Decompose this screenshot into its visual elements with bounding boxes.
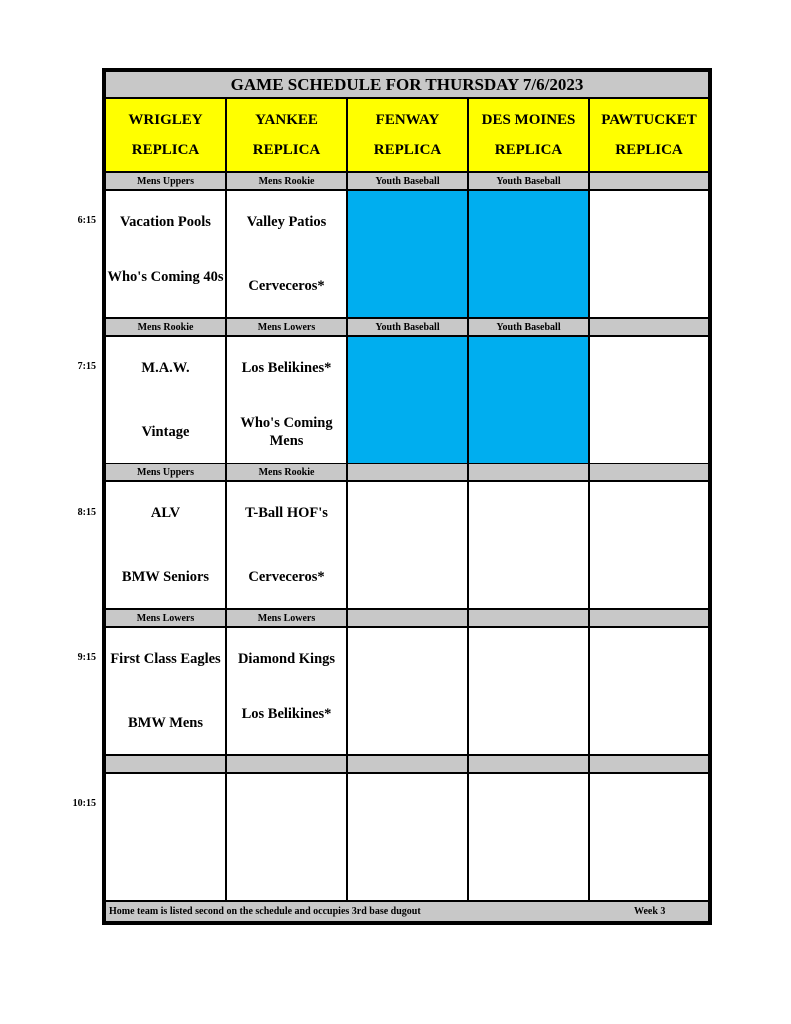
game-cell bbox=[226, 481, 347, 609]
field-subtitle: REPLICA bbox=[131, 141, 200, 158]
field-header-yankee bbox=[226, 98, 347, 172]
game-cell bbox=[589, 627, 709, 755]
game-cell bbox=[105, 627, 226, 755]
game-cell bbox=[468, 481, 589, 609]
youth-baseball-block bbox=[347, 190, 468, 318]
league-label: Mens Rookie bbox=[226, 463, 347, 481]
schedule-table bbox=[102, 68, 712, 925]
game-cell bbox=[589, 773, 709, 901]
field-subtitle: REPLICA bbox=[494, 141, 563, 158]
field-subtitle: REPLICA bbox=[373, 141, 442, 158]
away-team: M.A.W. bbox=[141, 360, 190, 376]
field-name: PAWTUCKET bbox=[601, 111, 697, 128]
field-header-pawtucket bbox=[589, 98, 709, 172]
game-cell bbox=[226, 190, 347, 318]
game-cell bbox=[347, 481, 468, 609]
game-cell bbox=[589, 336, 709, 464]
away-team: Los Belikines* bbox=[241, 360, 332, 376]
home-team: Who's Coming Mens bbox=[240, 415, 333, 449]
home-team: Cerveceros* bbox=[248, 278, 325, 294]
home-team: Cerveceros* bbox=[248, 569, 325, 585]
league-label: Mens Lowers bbox=[105, 609, 226, 627]
youth-baseball-block bbox=[468, 190, 589, 318]
away-team: ALV bbox=[150, 505, 181, 521]
field-name: YANKEE bbox=[255, 111, 318, 128]
league-label: Youth Baseball bbox=[347, 172, 468, 190]
time-label: 9:15 bbox=[77, 652, 96, 663]
league-label: Mens Lowers bbox=[226, 609, 347, 627]
game-cell bbox=[105, 481, 226, 609]
game-cell bbox=[589, 481, 709, 609]
league-label: Mens Lowers bbox=[226, 318, 347, 336]
home-team-note: Home team is listed second on the schedule and occupies 3rd base dugout bbox=[109, 906, 421, 917]
league-label bbox=[589, 172, 709, 190]
game-cell bbox=[105, 773, 226, 901]
league-label bbox=[347, 609, 468, 627]
league-label: Mens Rookie bbox=[105, 318, 226, 336]
away-team: Vacation Pools bbox=[120, 214, 211, 230]
league-label bbox=[347, 755, 468, 773]
game-cell bbox=[105, 336, 226, 464]
home-team: Los Belikines* bbox=[241, 706, 332, 722]
league-label bbox=[589, 318, 709, 336]
away-team: Valley Patios bbox=[246, 214, 327, 230]
schedule-title: GAME SCHEDULE FOR THURSDAY 7/6/2023 bbox=[105, 71, 709, 98]
field-name: FENWAY bbox=[375, 111, 440, 128]
league-label: Youth Baseball bbox=[468, 172, 589, 190]
home-team: BMW Mens bbox=[127, 715, 204, 731]
field-name: DES MOINES bbox=[481, 111, 576, 128]
league-label: Mens Rookie bbox=[226, 172, 347, 190]
time-label: 10:15 bbox=[72, 798, 96, 809]
league-label bbox=[468, 463, 589, 481]
game-cell bbox=[105, 190, 226, 318]
home-team: Vintage bbox=[141, 424, 190, 440]
game-cell bbox=[226, 773, 347, 901]
league-label: Mens Uppers bbox=[105, 172, 226, 190]
league-label bbox=[468, 609, 589, 627]
field-header-des-moines bbox=[468, 98, 589, 172]
league-label: Mens Uppers bbox=[105, 463, 226, 481]
game-cell bbox=[226, 627, 347, 755]
time-label: 6:15 bbox=[77, 215, 96, 226]
game-cell bbox=[468, 627, 589, 755]
youth-baseball-block bbox=[468, 336, 589, 464]
league-label bbox=[589, 463, 709, 481]
field-header-fenway bbox=[347, 98, 468, 172]
home-team: Who's Coming 40s bbox=[107, 269, 224, 285]
youth-baseball-block bbox=[347, 336, 468, 464]
league-label bbox=[589, 609, 709, 627]
field-header-wrigley bbox=[105, 98, 226, 172]
footer-band bbox=[105, 901, 709, 922]
game-cell bbox=[226, 336, 347, 464]
away-team: T-Ball HOF's bbox=[245, 505, 328, 521]
away-team: First Class Eagles bbox=[110, 651, 221, 667]
time-label: 8:15 bbox=[77, 507, 96, 518]
field-subtitle: REPLICA bbox=[615, 141, 683, 158]
league-label bbox=[347, 463, 468, 481]
game-cell bbox=[468, 773, 589, 901]
game-cell bbox=[347, 773, 468, 901]
league-label bbox=[226, 755, 347, 773]
field-subtitle: REPLICA bbox=[252, 141, 321, 158]
league-label: Youth Baseball bbox=[347, 318, 468, 336]
league-label: Youth Baseball bbox=[468, 318, 589, 336]
league-label bbox=[468, 755, 589, 773]
field-name: WRIGLEY bbox=[128, 111, 203, 128]
game-cell bbox=[589, 190, 709, 318]
league-label bbox=[105, 755, 226, 773]
league-label bbox=[589, 755, 709, 773]
home-team: BMW Seniors bbox=[121, 569, 210, 585]
game-cell bbox=[347, 627, 468, 755]
time-label: 7:15 bbox=[77, 361, 96, 372]
away-team: Diamond Kings bbox=[237, 651, 336, 667]
week-label: Week 3 bbox=[634, 906, 666, 917]
